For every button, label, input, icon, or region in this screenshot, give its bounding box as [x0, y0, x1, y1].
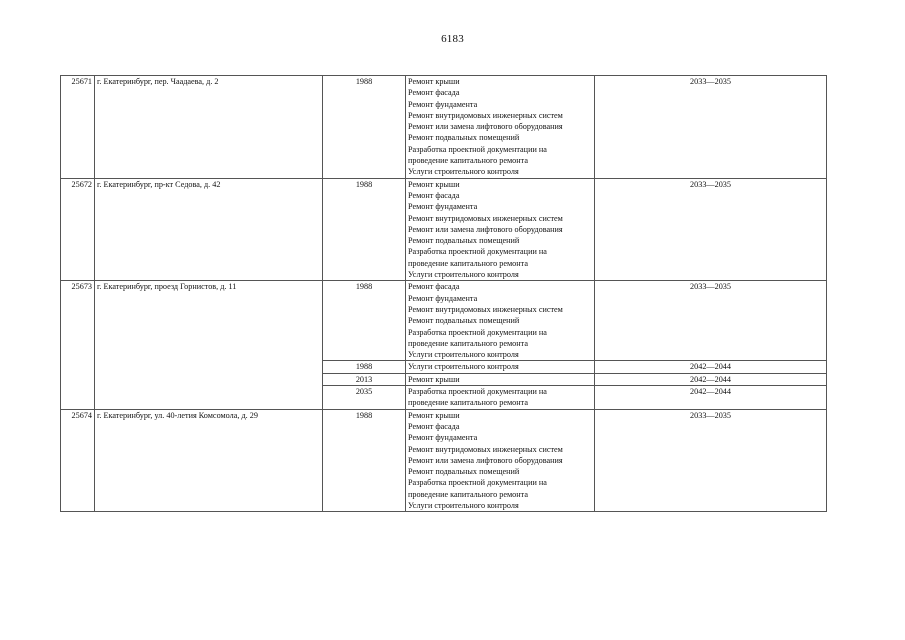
work-item: Ремонт фундамента: [408, 293, 478, 303]
work-item: Разработка проектной документации на: [408, 247, 547, 257]
year-cell: 1988: [323, 361, 406, 373]
record-id: 25672: [61, 178, 95, 281]
work-item: Ремонт подвальных помещений: [408, 133, 520, 143]
work-item: Ремонт фундамента: [408, 433, 478, 443]
period-cell: 2033—2035: [595, 409, 827, 512]
year-cell: 1988: [323, 281, 406, 361]
works-cell: [406, 361, 595, 373]
year-cell: 1988: [323, 76, 406, 179]
work-item: проведение капитального ремонта: [408, 156, 528, 166]
works-cell: [406, 178, 595, 281]
work-item: Услуги строительного контроля: [408, 350, 519, 360]
work-item: Ремонт фундамента: [408, 99, 478, 109]
work-item: Разработка проектной документации на: [408, 327, 547, 337]
work-item: Ремонт подвальных помещений: [408, 236, 520, 246]
building-address: г. Екатеринбург, проезд Горнистов, д. 11: [95, 281, 323, 409]
work-item: Ремонт подвальных помещений: [408, 316, 520, 326]
building-address: г. Екатеринбург, пер. Чаадаева, д. 2: [95, 76, 323, 179]
year-cell: 2013: [323, 373, 406, 385]
period-cell: 2033—2035: [595, 281, 827, 361]
work-item: Ремонт или замена лифтового оборудования: [408, 122, 563, 132]
table-row: [61, 178, 827, 281]
work-item: Ремонт подвальных помещений: [408, 467, 520, 477]
work-item: проведение капитального ремонта: [408, 338, 528, 348]
work-item: Разработка проектной документации на: [408, 478, 547, 488]
work-item: Ремонт крыши: [408, 410, 460, 420]
work-item: проведение капитального ремонта: [408, 258, 528, 268]
work-item: Разработка проектной документации на: [408, 387, 547, 397]
period-cell: 2042—2044: [595, 373, 827, 385]
work-item: Ремонт внутридомовых инженерных систем: [408, 304, 563, 314]
works-cell: [406, 409, 595, 512]
table-row: [61, 76, 827, 179]
work-item: Ремонт внутридомовых инженерных систем: [408, 110, 563, 120]
capital-repair-table: [60, 75, 827, 512]
work-item: Ремонт внутридомовых инженерных систем: [408, 444, 563, 454]
work-item: Ремонт фасада: [408, 88, 460, 98]
work-item: Услуги строительного контроля: [408, 500, 519, 510]
works-cell: [406, 281, 595, 361]
works-cell: [406, 373, 595, 385]
record-id: 25673: [61, 281, 95, 409]
table-row: [61, 281, 827, 361]
work-item: Ремонт фасада: [408, 190, 460, 200]
record-id: 25671: [61, 76, 95, 179]
works-cell: [406, 76, 595, 179]
page-number: 6183: [441, 33, 464, 45]
work-item: Услуги строительного контроля: [408, 362, 519, 372]
record-id: 25674: [61, 409, 95, 512]
period-cell: 2042—2044: [595, 361, 827, 373]
work-item: Услуги строительного контроля: [408, 167, 519, 177]
year-cell: 1988: [323, 409, 406, 512]
building-address: г. Екатеринбург, ул. 40-летия Комсомола, д. 29: [95, 409, 323, 512]
work-item: Ремонт фундамента: [408, 202, 478, 212]
works-cell: [406, 386, 595, 410]
work-item: Ремонт крыши: [408, 77, 460, 86]
work-item: Ремонт или замена лифтового оборудования: [408, 224, 563, 234]
work-item: Услуги строительного контроля: [408, 270, 519, 280]
work-item: Ремонт или замена лифтового оборудования: [408, 455, 563, 465]
period-cell: 2042—2044: [595, 386, 827, 410]
work-item: проведение капитального ремонта: [408, 398, 528, 408]
year-cell: 2035: [323, 386, 406, 410]
work-item: Ремонт крыши: [408, 179, 460, 189]
work-item: Ремонт фасада: [408, 282, 460, 292]
table-row: [61, 409, 827, 512]
work-item: Ремонт внутридомовых инженерных систем: [408, 213, 563, 223]
period-cell: 2033—2035: [595, 76, 827, 179]
work-item: Ремонт фасада: [408, 421, 460, 431]
period-cell: 2033—2035: [595, 178, 827, 281]
year-cell: 1988: [323, 178, 406, 281]
work-item: Ремонт крыши: [408, 374, 460, 384]
table-body: [61, 76, 827, 512]
work-item: Разработка проектной документации на: [408, 144, 547, 154]
work-item: проведение капитального ремонта: [408, 489, 528, 499]
building-address: г. Екатеринбург, пр-кт Седова, д. 42: [95, 178, 323, 281]
